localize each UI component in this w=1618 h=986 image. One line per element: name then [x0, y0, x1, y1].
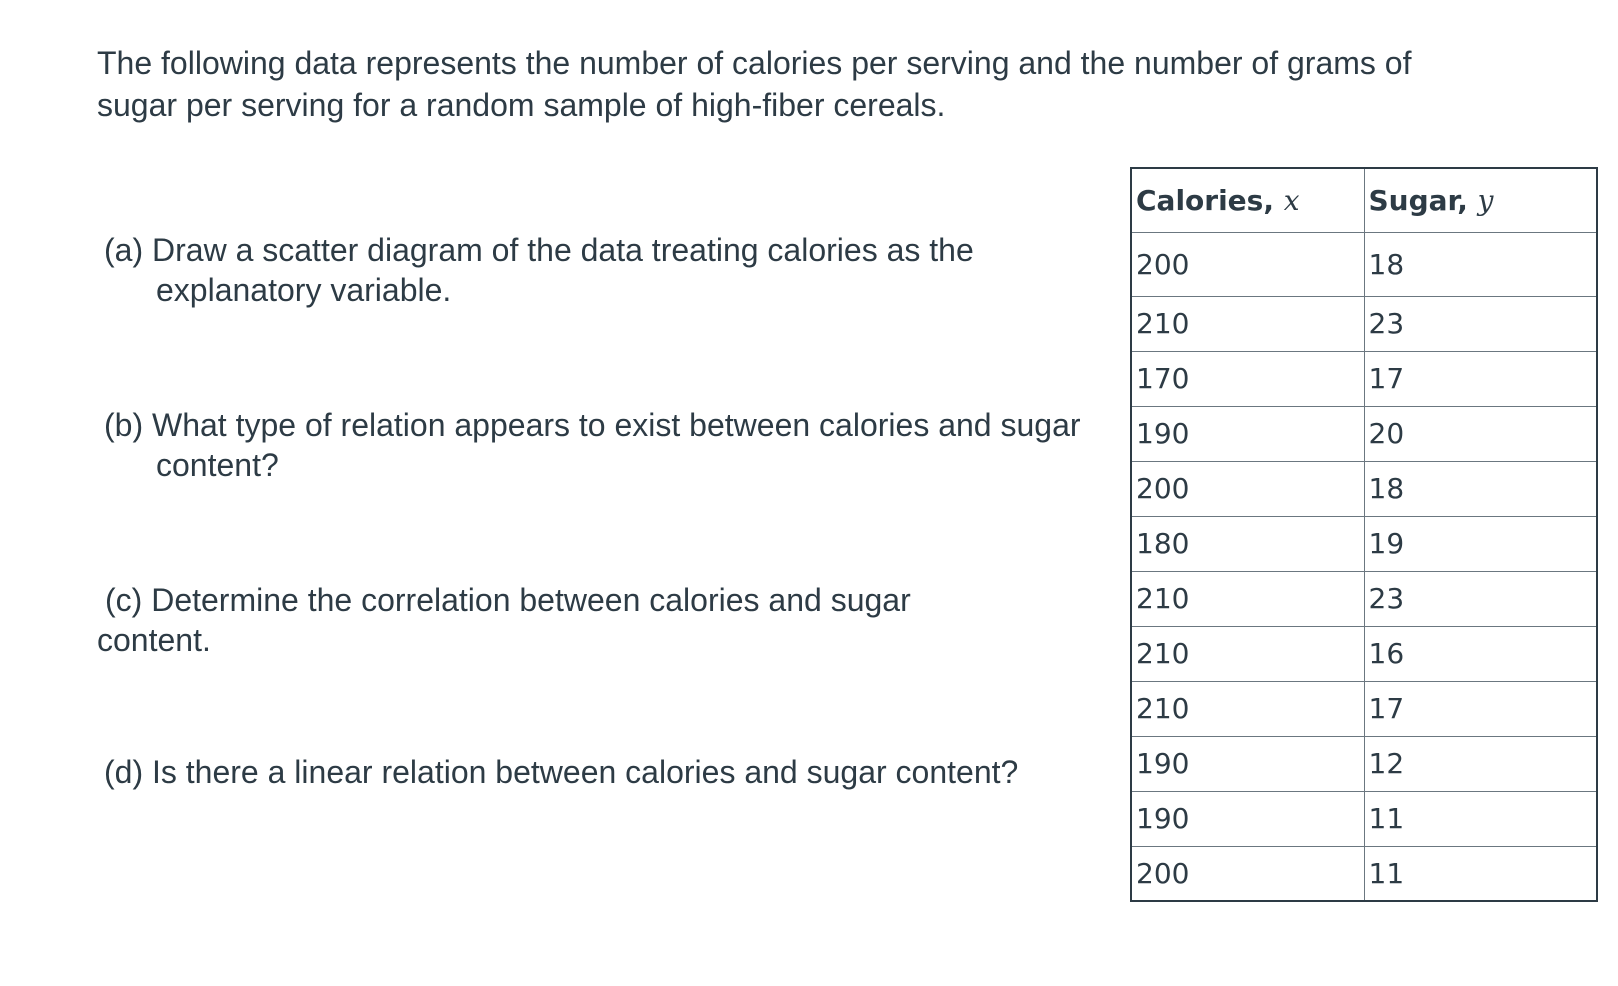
table-row — [1131, 296, 1597, 351]
calories-cell: 180 — [1131, 516, 1364, 571]
table-row — [1131, 791, 1597, 846]
table-row — [1131, 681, 1597, 736]
calories-cell: 190 — [1131, 736, 1364, 791]
column-header-label: Calories, — [1136, 183, 1284, 217]
sugar-cell: 20 — [1364, 406, 1597, 461]
column-header-calories — [1131, 168, 1364, 232]
table-row — [1131, 406, 1597, 461]
table-row — [1131, 461, 1597, 516]
calories-cell: 190 — [1131, 791, 1364, 846]
variable-x: x — [1283, 183, 1300, 217]
calories-cell: 200 — [1131, 232, 1364, 296]
question-b: (b) What type of relation appears to exist between calories and sugar content? — [104, 407, 1081, 483]
sugar-cell: 12 — [1364, 736, 1597, 791]
calories-cell: 210 — [1131, 681, 1364, 736]
sugar-cell: 11 — [1364, 846, 1597, 901]
table-row — [1131, 351, 1597, 406]
calories-cell: 210 — [1131, 296, 1364, 351]
table-row — [1131, 571, 1597, 626]
question-a: (a) Draw a scatter diagram of the data treating calories as the explanatory variable. — [104, 232, 974, 308]
variable-y: y — [1477, 183, 1494, 217]
column-header-sugar — [1364, 168, 1597, 232]
sugar-cell: 19 — [1364, 516, 1597, 571]
calories-cell: 200 — [1131, 461, 1364, 516]
problem-intro: The following data represents the number of calories per serving and the number of grams of sugar per serving for a random sample of high-fiber cereals. — [97, 45, 1412, 123]
sugar-cell: 17 — [1364, 681, 1597, 736]
table-header-row — [1131, 168, 1597, 232]
calories-cell: 210 — [1131, 571, 1364, 626]
sugar-cell: 16 — [1364, 626, 1597, 681]
table-row — [1131, 846, 1597, 901]
table-row — [1131, 516, 1597, 571]
question-c: (c) Determine the correlation between calories and sugar content. — [97, 582, 911, 658]
calories-cell: 190 — [1131, 406, 1364, 461]
calories-cell: 200 — [1131, 846, 1364, 901]
sugar-cell: 18 — [1364, 232, 1597, 296]
calories-cell: 170 — [1131, 351, 1364, 406]
table-row — [1131, 626, 1597, 681]
sugar-cell: 18 — [1364, 461, 1597, 516]
sugar-cell: 23 — [1364, 571, 1597, 626]
sugar-cell: 23 — [1364, 296, 1597, 351]
question-d: (d) Is there a linear relation between calories and sugar content? — [104, 754, 1019, 790]
sugar-cell: 11 — [1364, 791, 1597, 846]
table-row — [1131, 232, 1597, 296]
table-row — [1131, 736, 1597, 791]
calories-cell: 210 — [1131, 626, 1364, 681]
data-table — [1130, 167, 1598, 902]
column-header-label: Sugar, — [1368, 183, 1478, 217]
sugar-cell: 17 — [1364, 351, 1597, 406]
